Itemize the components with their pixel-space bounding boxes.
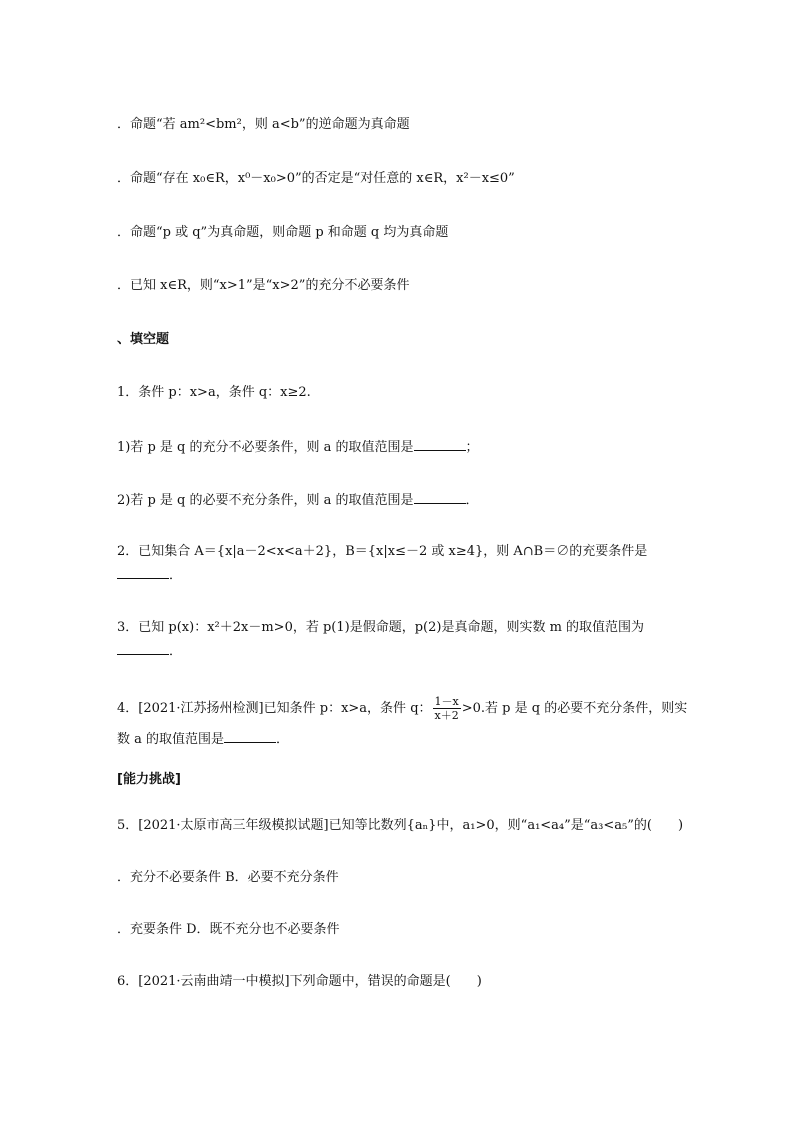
q5-options-ab: ．充分不必要条件 B．必要不充分条件 [117,870,339,885]
q4-fraction [433,695,461,722]
option-a: ．命题“若 am²<bm²，则 a<b”的逆命题为真命题 [117,117,410,132]
answer-blank [224,730,276,743]
q3-line1: 3．已知 p(x)：x²＋2x－m>0，若 p(1)是假命题，p(2)是真命题，则实数 m 的取值范围为 [117,620,645,635]
q1-part1-text: 1)若 p 是 q 的充分不必要条件，则 a 的取值范围是 [117,440,414,455]
q1-part2-text: 2)若 p 是 q 的必要不充分条件，则 a 的取值范围是 [117,493,414,508]
q4-line2-end: ． [276,732,290,747]
option-d: ．已知 x∈R，则“x>1”是“x>2”的充分不必要条件 [117,278,410,293]
q4-line2 [117,730,289,749]
q5-stem: 5．[2021·太原市高三年级模拟试题]已知等比数列{aₙ}中，a₁>0，则“a₁<a₄”是“a₃<a₅”的( ) [117,818,684,833]
q4-line1 [117,695,687,722]
q3-line2-end: ． [169,644,183,659]
answer-blank [414,491,466,504]
q5-options-cd: ．充要条件 D．既不充分也不必要条件 [117,922,340,937]
q2-line1: 2．已知集合 A＝{x|a－2<x<a＋2}，B＝{x|x≤－2 或 x≥4}，则 A∩B＝∅的充要条件是 [117,544,648,559]
answer-blank [117,566,169,579]
q4-fraction-denominator: x＋2 [434,709,459,722]
section-fill-blank: 、填空题 [117,332,170,347]
q2-line2 [117,566,182,585]
q6-stem: 6．[2021·云南曲靖一中模拟]下列命题中，错误的命题是( ) [117,974,482,989]
q1-part2-end: ． [465,493,479,508]
q4-line2-text: 数 a 的取值范围是 [117,732,225,747]
option-c: ．命题“p 或 q”为真命题，则命题 p 和命题 q 均为真命题 [117,225,449,240]
section-ability-challenge: [能力挑战] [117,772,181,787]
q4-prefix: 4．[2021·江苏扬州检测]已知条件 p：x>a，条件 q： [117,701,432,716]
q3-line2 [117,642,182,661]
q1-part1-end: ； [465,440,479,455]
q4-suffix: >0.若 p 是 q 的必要不充分条件，则实 [461,701,688,716]
q4-fraction-numerator: 1－x [434,695,459,708]
option-b: ．命题“存在 x₀∈R，x⁰－x₀>0”的否定是“对任意的 x∈R，x²－x≤0” [117,171,515,186]
answer-blank [414,438,466,451]
q1-stem: 1．条件 p：x>a，条件 q：x≥2. [117,385,311,400]
q2-line2-end: ． [169,568,183,583]
answer-blank [117,642,169,655]
q1-part1 [117,438,479,457]
q1-part2 [117,491,479,510]
